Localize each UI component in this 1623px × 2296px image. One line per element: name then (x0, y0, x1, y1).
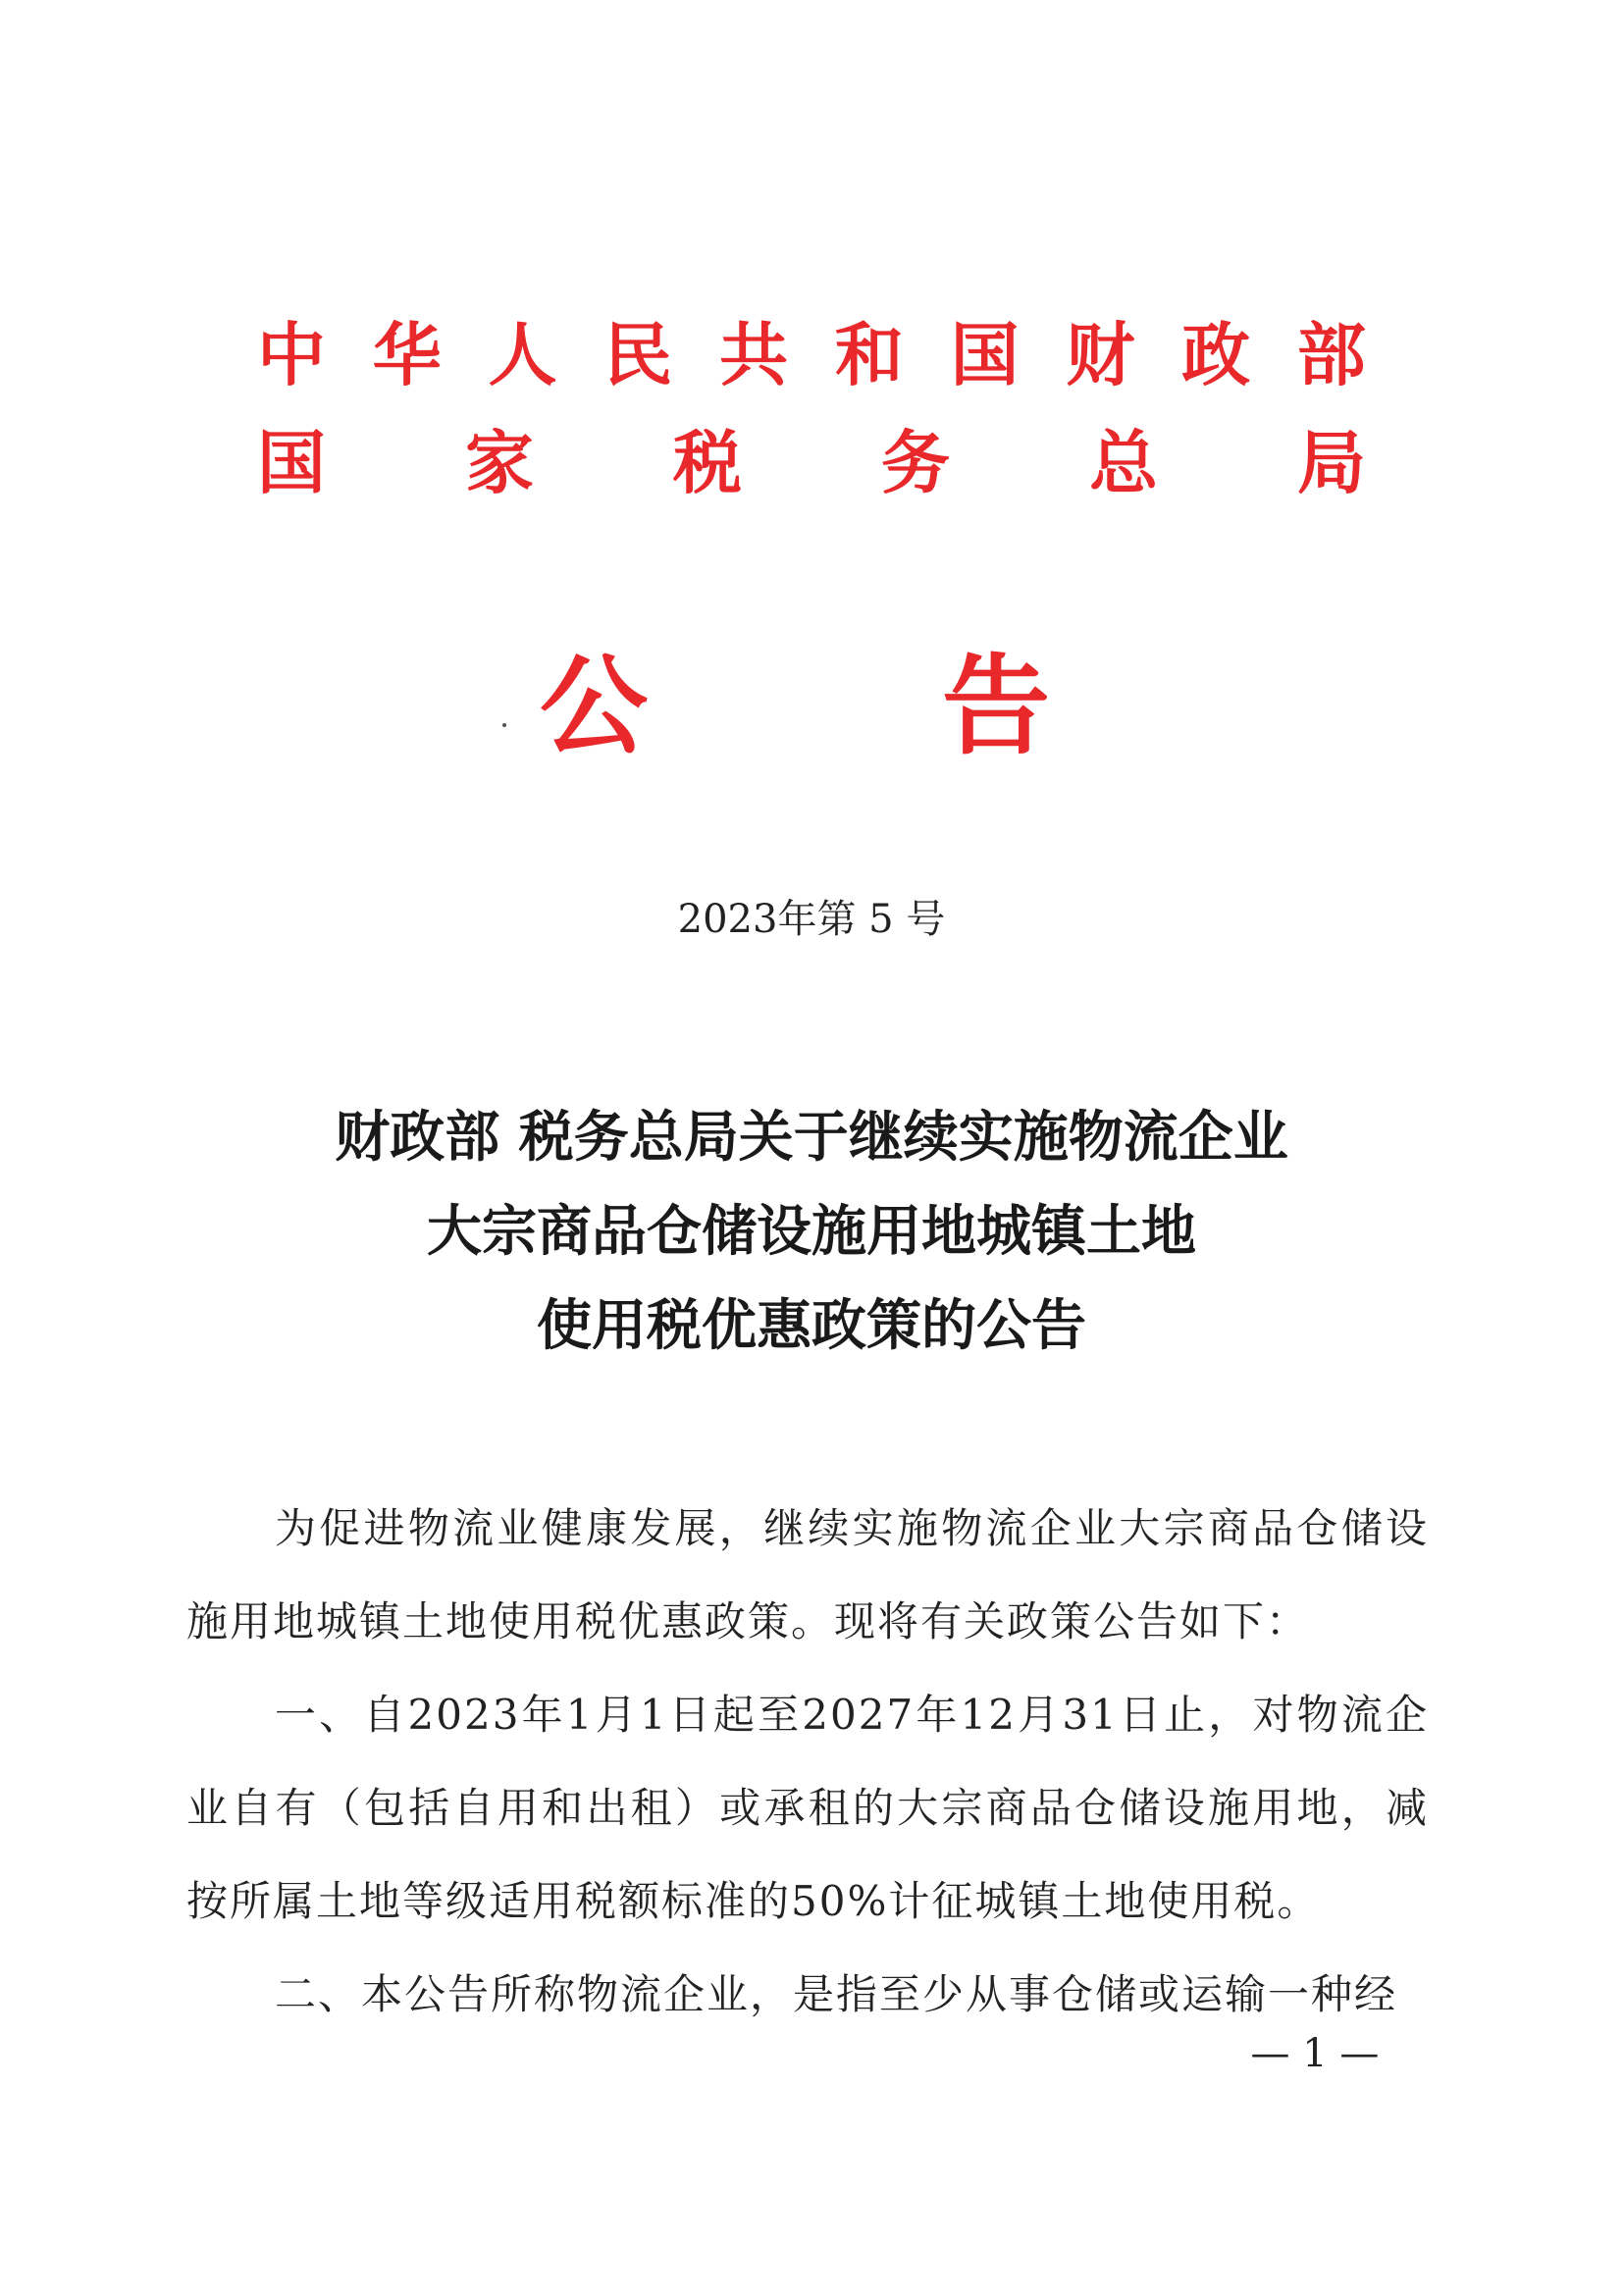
agency-char: 家 (465, 422, 534, 503)
agency-char: 中 (257, 314, 326, 395)
agency-char: 总 (1089, 422, 1158, 503)
notice-char: 告 (942, 643, 1050, 769)
body-paragraph: 为促进物流业健康发展，继续实施物流企业大宗商品仓储设施用地城镇土地使用税优惠政策。现将有关政策公告如下： (186, 1504, 1429, 1645)
document-title (177, 1091, 1446, 1374)
title-line: 使用税优惠政策的公告 (537, 1294, 1086, 1358)
body-paragraph: 二、本公告所称物流企业，是指至少从事仓储或运输一种经 (275, 1970, 1398, 2018)
agency-char: 务 (881, 422, 950, 503)
agency-char: 部 (1296, 314, 1366, 395)
agency-char: 财 (1066, 314, 1135, 395)
agency-char: 人 (488, 314, 557, 395)
agency-char: 华 (372, 314, 442, 395)
body-paragraph: 一、自2023年1月1日起至2027年12月31日止，对物流企业自有（包括自用和出租）或承租的大宗商品仓储设施用地，减按所属土地等级适用税额标准的50%计征城镇土地使用税。 (186, 1691, 1429, 1925)
agency-char: 共 (719, 314, 789, 395)
document-body (186, 1482, 1429, 2041)
notice-char: 公 (540, 643, 648, 769)
document-number: 2023年第 5 号 (677, 897, 946, 942)
title-line: 财政部 税务总局关于继续实施物流企业 (335, 1106, 1288, 1170)
issuing-agency-tax-administration (257, 424, 1366, 502)
title-line: 大宗商品仓储设施用地城镇土地 (427, 1200, 1196, 1264)
agency-char: 民 (603, 314, 673, 395)
agency-char: 局 (1297, 422, 1366, 503)
agency-char: 政 (1181, 314, 1251, 395)
page-number: — 1 — (1250, 2031, 1380, 2076)
agency-char: 税 (673, 422, 742, 503)
agency-char: 国 (950, 314, 1020, 395)
issuing-agency-ministry-of-finance (257, 316, 1366, 394)
print-dot (502, 723, 506, 727)
agency-char: 和 (834, 314, 904, 395)
notice-heading (540, 643, 1050, 769)
agency-char: 国 (257, 422, 326, 503)
